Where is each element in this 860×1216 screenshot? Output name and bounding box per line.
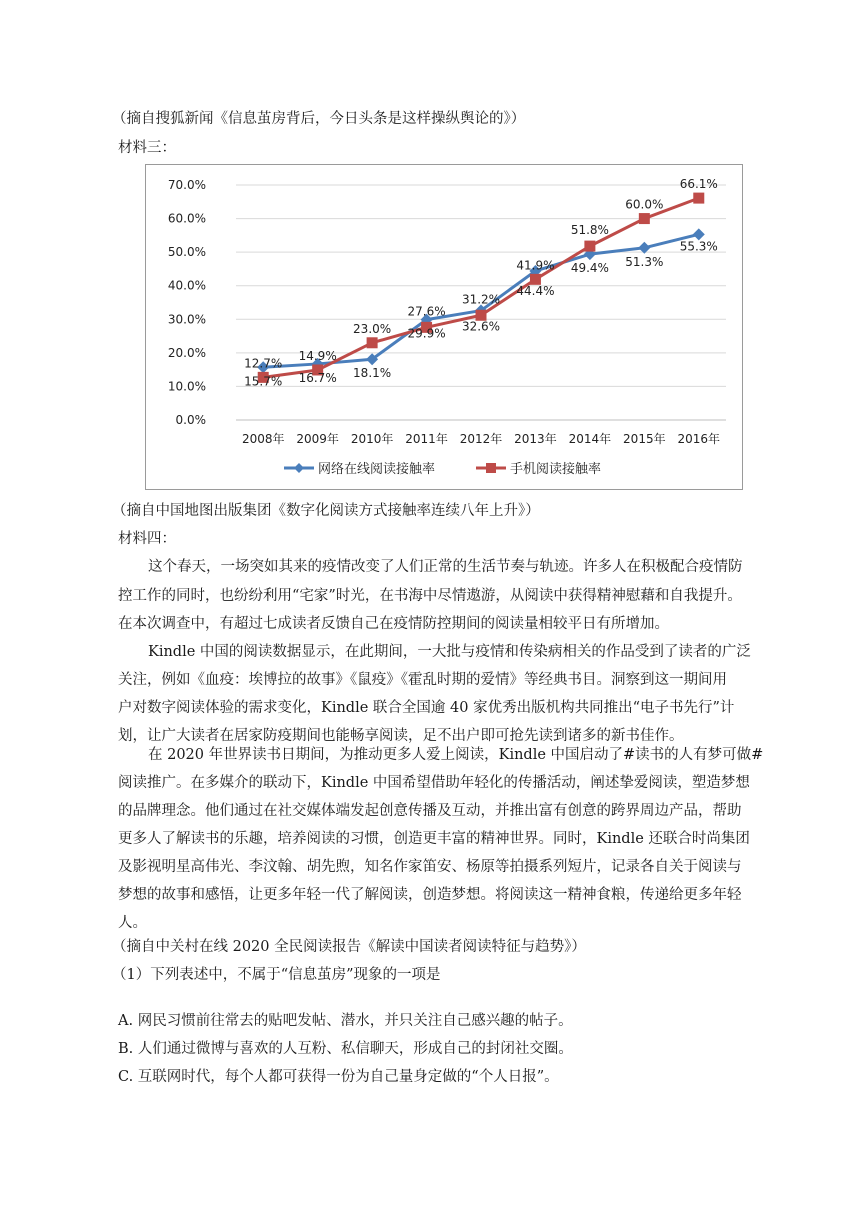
x-tick-label: 2016年 bbox=[677, 432, 721, 446]
y-tick-label: 30.0% bbox=[167, 312, 206, 327]
option-b: B. 人们通过微博与喜欢的人互粉、私信聊天，形成自己的封闭社交圈。 bbox=[118, 1041, 573, 1057]
x-tick-label: 2014年 bbox=[568, 432, 612, 446]
data-label-online: 16.7% bbox=[298, 370, 337, 385]
data-label-online: 51.3% bbox=[625, 254, 664, 269]
x-tick-label: 2015年 bbox=[623, 432, 666, 446]
data-point-mobile bbox=[584, 241, 595, 252]
paragraph-3-line-7: 人。 bbox=[118, 915, 147, 931]
data-label-online: 18.1% bbox=[353, 366, 392, 381]
paragraph-2-line-3: 户对数字阅读体验的需求变化，Kindle 联合全国逾 40 家优秀出版机构共同推出“电子书先行”计 bbox=[118, 700, 735, 716]
data-label-mobile: 23.0% bbox=[353, 321, 392, 336]
y-tick-label: 60.0% bbox=[167, 211, 206, 226]
data-point-mobile bbox=[693, 193, 704, 204]
y-tick-label: 0.0% bbox=[175, 413, 206, 427]
paragraph-3-line-5: 及影视明星高伟光、李汶翰、胡先煦，知名作家笛安、杨原等拍摄系列短片，记录各自关于阅读与 bbox=[118, 859, 742, 875]
paragraph-3-line-1: 在 2020 年世界读书日期间，为推动更多人爱上阅读，Kindle 中国启动了#读书的人有梦可做# bbox=[148, 747, 764, 763]
paragraph-1-line-3: 在本次调查中，有超过七成读者反馈自己在疫情防控期间的阅读量相较平日有所增加。 bbox=[118, 616, 669, 632]
data-label-mobile: 60.0% bbox=[625, 197, 664, 212]
x-tick-label: 2013年 bbox=[514, 432, 557, 446]
legend-label-online: 网络在线阅读接触率 bbox=[318, 462, 436, 477]
data-label-mobile: 51.8% bbox=[570, 223, 609, 238]
line-chart-container bbox=[145, 164, 743, 490]
data-label-mobile: 66.1% bbox=[679, 177, 718, 192]
reading-rate-line-chart bbox=[146, 165, 742, 489]
x-tick-label: 2009年 bbox=[296, 432, 339, 446]
x-tick-label: 2008年 bbox=[241, 432, 285, 446]
data-label-online: 44.4% bbox=[516, 283, 555, 298]
data-label-mobile: 31.2% bbox=[461, 292, 501, 307]
paragraph-1-line-1: 这个春天，一场突如其来的疫情改变了人们正常的生活节奏与轨迹。许多人在积极配合疫情防 bbox=[148, 559, 743, 575]
material-4-label: 材料四： bbox=[118, 531, 176, 547]
question-1: （1）下列表述中，不属于“信息茧房”现象的一项是 bbox=[112, 967, 441, 983]
paragraph-2-line-2: 关注，例如《血疫：埃博拉的故事》《鼠疫》《霍乱时期的爱情》等经典书目。洞察到这一期间用 bbox=[118, 672, 727, 688]
data-point-mobile bbox=[367, 337, 378, 348]
option-c: C. 互联网时代，每个人都可获得一份为自己量身定做的“个人日报”。 bbox=[118, 1069, 559, 1085]
paragraph-2-line-4: 划，让广大读者在居家防疫期间也能畅享阅读，足不出户即可抢先读到诸多的新书佳作。 bbox=[118, 728, 684, 744]
y-tick-label: 50.0% bbox=[167, 245, 206, 260]
option-a: A. 网民习惯前往常去的贴吧发帖、潜水，并只关注自己感兴趣的帖子。 bbox=[118, 1013, 573, 1029]
source-caption-3: （摘自中关村在线 2020 全民阅读报告《解读中国读者阅读特征与趋势》） bbox=[112, 939, 586, 955]
paragraph-3-line-4: 更多人了解读书的乐趣，培养阅读的习惯，创造更丰富的精神世界。同时，Kindle 还联合时尚集团 bbox=[118, 831, 750, 847]
x-tick-label: 2012年 bbox=[459, 432, 503, 446]
y-tick-label: 70.0% bbox=[167, 178, 206, 192]
data-label-online: 29.9% bbox=[407, 326, 446, 341]
paragraph-2-line-1: Kindle 中国的阅读数据显示，在此期间，一大批与疫情和传染病相关的作品受到了读者的广泛 bbox=[148, 644, 751, 660]
data-label-mobile: 14.9% bbox=[298, 348, 337, 363]
paragraph-1-line-2: 控工作的同时，也纷纷利用“宅家”时光，在书海中尽情遨游，从阅读中获得精神慰藉和自我提升。 bbox=[118, 588, 742, 604]
legend-marker-online bbox=[294, 463, 304, 473]
data-label-online: 32.6% bbox=[461, 319, 501, 334]
y-tick-label: 20.0% bbox=[167, 345, 206, 360]
data-label-mobile: 12.7% bbox=[244, 356, 283, 371]
legend-marker-mobile bbox=[486, 463, 496, 473]
data-point-mobile bbox=[639, 213, 650, 224]
legend-label-mobile: 手机阅读接触率 bbox=[510, 462, 602, 477]
paragraph-3-line-3: 的品牌理念。他们通过在社交媒体端发起创意传播及互动，并推出富有创意的跨界周边产品，帮助 bbox=[118, 803, 742, 819]
x-tick-label: 2011年 bbox=[405, 432, 448, 446]
x-tick-label: 2010年 bbox=[350, 432, 394, 446]
y-tick-label: 10.0% bbox=[167, 379, 206, 394]
y-tick-label: 40.0% bbox=[167, 278, 206, 293]
paragraph-3-line-2: 阅读推广。在多媒介的联动下，Kindle 中国希望借助年轻化的传播活动，阐述挚爱阅读，塑造梦想 bbox=[118, 775, 750, 791]
data-label-online: 15.7% bbox=[244, 374, 283, 389]
material-3-label: 材料三： bbox=[118, 140, 176, 156]
source-caption-1: （摘自搜狐新闻《信息茧房背后，今日头条是这样操纵舆论的》） bbox=[112, 111, 526, 127]
paragraph-3-line-6: 梦想的故事和感悟，让更多年轻一代了解阅读，创造梦想。将阅读这一精神食粮，传递给更多年轻 bbox=[118, 887, 742, 903]
data-label-mobile: 41.9% bbox=[516, 258, 555, 273]
source-caption-2: （摘自中国地图出版集团《数字化阅读方式接触率连续八年上升》） bbox=[112, 503, 540, 519]
data-label-mobile: 27.6% bbox=[407, 304, 446, 319]
data-label-online: 55.3% bbox=[679, 239, 718, 254]
data-label-online: 49.4% bbox=[570, 261, 609, 276]
